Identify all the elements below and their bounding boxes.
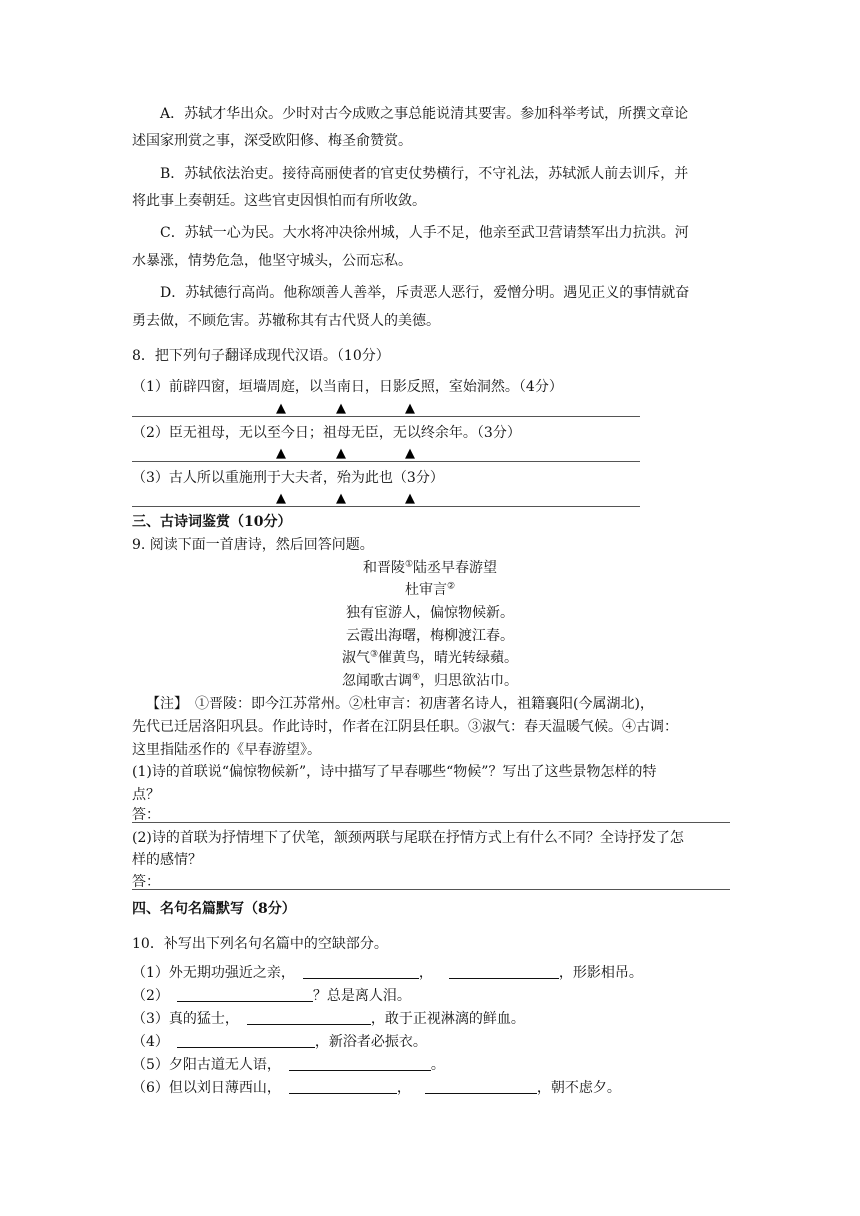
fill-item-3: （3）真的猛士， ，敢于正视淋漓的鲜血。 bbox=[132, 1011, 525, 1027]
answer-marker: ▲ bbox=[405, 491, 415, 506]
answer-marker: ▲ bbox=[276, 401, 286, 416]
answer-marker: ▲ bbox=[336, 401, 346, 416]
fill-item-1: （1）外无期功强近之亲， ， ，形影相吊。 bbox=[132, 965, 643, 981]
poem-line: 云霞出海曙，梅柳渡江春。 bbox=[346, 628, 514, 644]
fill-item-4: （4） ，新浴者必振衣。 bbox=[132, 1034, 427, 1050]
option-a-line1: A．苏轼才华出众。少时对古今成败之事总能说清其要害。参加科举考试，所撰文章论 bbox=[160, 106, 689, 122]
fill-item-2: （2） ？总是离人泪。 bbox=[132, 988, 411, 1004]
fill-item-5: （5）夕阳古道无人语， 。 bbox=[132, 1057, 445, 1073]
answer-marker: ▲ bbox=[336, 446, 346, 461]
fill-blank[interactable] bbox=[303, 964, 419, 979]
answer-line[interactable] bbox=[132, 889, 730, 890]
q8-item-3: （3）古人所以重施刑于大夫者，殆为此也（3分） bbox=[132, 470, 444, 486]
answer-line[interactable] bbox=[132, 822, 730, 823]
option-c-line2: 水暴涨，情势危急，他坚守城头，公而忘私。 bbox=[132, 253, 412, 269]
option-d-line2: 勇去做，不顾危害。苏辙称其有古代贤人的美德。 bbox=[132, 313, 440, 329]
q9-intro: 9. 阅读下面一首唐诗，然后回答问题。 bbox=[132, 537, 374, 553]
q8-item-1: （1）前辟四窗，垣墙周庭，以当南日，日影反照，室始洞然。（4分） bbox=[132, 379, 563, 395]
fill-blank[interactable] bbox=[177, 1033, 315, 1048]
fill-blank[interactable] bbox=[289, 1079, 397, 1094]
option-b-line2: 将此事上奏朝廷。这些官吏因惧怕而有所收敛。 bbox=[132, 193, 426, 209]
fill-blank[interactable] bbox=[449, 964, 559, 979]
answer-label: 答： bbox=[132, 874, 160, 890]
q8-title: 8．把下列句子翻译成现代汉语。（10分） bbox=[132, 348, 390, 364]
answer-marker: ▲ bbox=[276, 491, 286, 506]
option-d-line1: D．苏轼德行高尚。他称颂善人善举，斥责恶人恶行，爱憎分明。遇见正义的事情就奋 bbox=[160, 285, 690, 301]
q9-sub1-line2: 点？ bbox=[132, 787, 160, 803]
poem-line: 忽闻歌古调④，归思欲沾巾。 bbox=[341, 672, 519, 689]
fill-blank[interactable] bbox=[247, 1010, 371, 1025]
poem-note-line: 【注】 ①晋陵：即今江苏常州。②杜审言：初唐著名诗人，祖籍襄阳(今属湖北)， bbox=[146, 696, 654, 712]
fill-item-6: （6）但以刘日薄西山， ， ，朝不虑夕。 bbox=[132, 1080, 621, 1096]
fill-blank[interactable] bbox=[289, 1056, 431, 1071]
q9-sub1-line1: (1)诗的首联说“偏惊物候新”，诗中描写了早春哪些“物候”？写出了这些景物怎样的特 bbox=[132, 764, 657, 780]
poem-note-line: 这里指陆丞作的《早春游望》。 bbox=[132, 742, 321, 758]
answer-line[interactable] bbox=[132, 416, 640, 417]
option-a-line2: 述国家刑赏之事，深受欧阳修、梅圣俞赞赏。 bbox=[132, 133, 412, 149]
option-c-line1: C．苏轼一心为民。大水将冲决徐州城，人手不足，他亲至武卫营请禁军出力抗洪。河 bbox=[160, 225, 689, 241]
section-3-heading: 三、古诗词鉴赏（10分） bbox=[132, 514, 292, 530]
answer-line[interactable] bbox=[132, 461, 640, 462]
poem-title: 和晋陵①陆丞早春游望 bbox=[362, 559, 498, 576]
section-4-heading: 四、名句名篇默写（8分） bbox=[132, 901, 296, 917]
answer-label: 答： bbox=[132, 807, 160, 823]
poem-note-line: 先代已迁居洛阳巩县。作此诗时，作者在江阴县任职。③淑气：春天温暖气候。④古调： bbox=[132, 719, 678, 735]
q8-item-2: （2）臣无祖母，无以至今日；祖母无臣，无以终余年。（3分） bbox=[132, 425, 521, 441]
answer-marker: ▲ bbox=[276, 446, 286, 461]
answer-marker: ▲ bbox=[336, 491, 346, 506]
q9-sub2-line2: 样的感情？ bbox=[132, 852, 202, 868]
fill-blank[interactable] bbox=[425, 1079, 537, 1094]
fill-blank[interactable] bbox=[177, 987, 313, 1002]
answer-marker: ▲ bbox=[405, 401, 415, 416]
q9-sub2-line1: (2)诗的首联为抒情埋下了伏笔，颔颈两联与尾联在抒情方式上有什么不同？全诗抒发了怎 bbox=[132, 830, 684, 846]
poem-author: 杜审言② bbox=[404, 581, 456, 598]
poem-line: 独有宦游人，偏惊物候新。 bbox=[346, 605, 514, 621]
answer-line[interactable] bbox=[132, 506, 640, 507]
option-b-line1: B．苏轼依法治吏。接待高丽使者的官吏仗势横行，不守礼法，苏轼派人前去训斥，并 bbox=[160, 166, 689, 182]
q10-intro: 10．补写出下列名句名篇中的空缺部分。 bbox=[132, 936, 388, 952]
answer-marker: ▲ bbox=[405, 446, 415, 461]
poem-line: 淑气③催黄鸟，晴光转绿蘋。 bbox=[341, 649, 519, 666]
